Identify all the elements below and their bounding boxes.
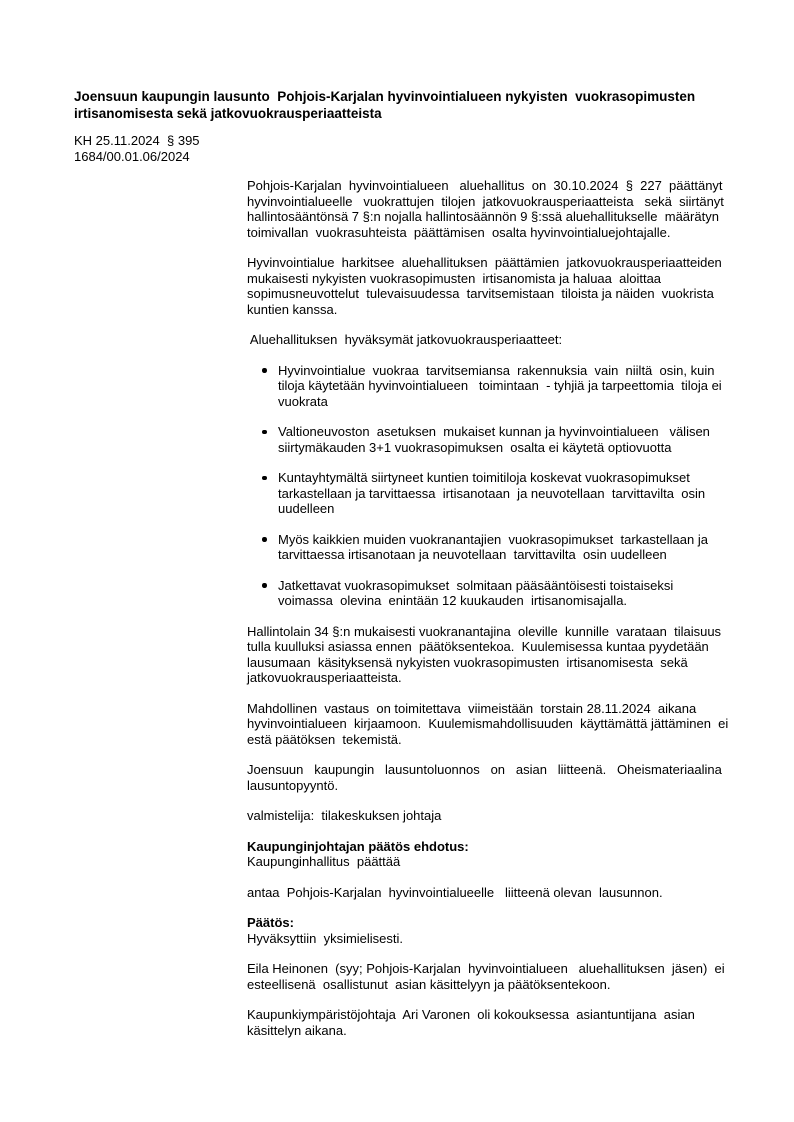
text-line: estä päätöksen tekemistä. [247, 731, 402, 747]
paragraph [247, 701, 747, 748]
section-heading [247, 839, 747, 855]
text-line: Kaupunginhallitus päättää [247, 854, 401, 869]
paragraph [247, 762, 747, 793]
text-line: Jatkettavat vuokrasopimukset solmitaan pääsääntöisesti toistaiseksi [278, 577, 674, 593]
text-line: siirtymäkauden 3+1 vuokrasopimuksen osalta ei käytetä optiovuotta [278, 439, 672, 455]
paragraph [247, 808, 747, 824]
text-line: esteellisenä osallistunut asian käsittelyyn ja päätöksentekoon. [247, 976, 611, 992]
text-line: tarvittaessa irtisanotaan ja neuvotellaan tarvittavilta osin uudelleen [278, 547, 667, 562]
bullet-icon [262, 583, 267, 588]
text-line: lausuntopyyntö. [247, 777, 339, 793]
text-line: jatkovuokrausperiaatteista. [247, 670, 402, 685]
document-title [74, 88, 734, 122]
document-header [74, 88, 734, 164]
text-line: Joensuun kaupungin lausuntoluonnos on asian liitteenä. Oheismateriaalina [247, 762, 722, 777]
paragraph [247, 624, 747, 686]
text-line: Hyvinvointialue harkitsee aluehallituksen päättämien jatkovuokrausperiaatteiden [247, 255, 722, 270]
paragraph [247, 1007, 747, 1038]
reference-meeting-number: KH 25.11.2024 § 395 [74, 133, 200, 148]
section-heading [247, 915, 747, 931]
bullet-item [247, 424, 747, 455]
text-line: Eila Heinonen (syy; Pohjois-Karjalan hyvinvointialueen aluehallituksen jäsen) ei [247, 961, 725, 976]
text-line: Kaupunkiympäristöjohtaja Ari Varonen oli kokouksessa asiantuntijana asian [247, 1007, 695, 1022]
bullet-icon [262, 368, 267, 373]
text-line: Kuntayhtymältä siirtyneet kuntien toimitiloja koskevat vuokrasopimukset [278, 470, 690, 485]
text-line: valmistelija: tilakeskuksen johtaja [247, 808, 442, 823]
bullet-icon [262, 430, 267, 435]
text-line: Valtioneuvoston asetuksen mukaiset kunnan ja hyvinvointialueen välisen [278, 424, 710, 439]
text-line: hyvinvointialueen kirjaamoon. Kuulemismahdollisuuden käyttämättä jättäminen ei [247, 716, 729, 731]
text-line: Mahdollinen vastaus on toimitettava viimeistään torstain 28.11.2024 aikana [247, 700, 697, 716]
text-line: käsittelyn aikana. [247, 1022, 347, 1038]
text-line: Hyvinvointialue vuokraa tarvitsemiansa rakennuksia vain niiltä osin, kuin [278, 362, 715, 378]
text-line: Myös kaikkien muiden vuokranantajien vuokrasopimukset tarkastellaan ja [278, 531, 708, 547]
bullet-item [247, 532, 747, 563]
paragraph [247, 255, 747, 317]
text-line: vuokrata [278, 393, 328, 409]
text-line: uudelleen [278, 501, 335, 516]
bullet-icon [262, 537, 267, 542]
text-line: tarkastellaan ja tarvittaessa irtisanotaan ja neuvotellaan tarvittavilta osin [278, 485, 706, 501]
paragraph [247, 885, 747, 901]
text-line: toimivallan vuokrasuhteista päättämisen osalta hyvinvointialuejohtajalle. [247, 224, 671, 240]
bullet-item [247, 363, 747, 410]
text-line: mukaisesti nykyisten vuokrasopimusten irtisanomista ja haluaa aloittaa [247, 270, 662, 286]
text-line: hallintosääntönsä 7 §:n nojalla hallintosäännön 9 §:ssä aluehallitukselle määrätyn [247, 209, 719, 224]
text-line: Päätös: [247, 915, 294, 930]
text-line: kuntien kanssa. [247, 301, 338, 317]
text-line: Hallintolain 34 §:n mukaisesti vuokranantajina oleville kunnille varataan tilaisuus [247, 623, 722, 639]
title-line-2: irtisanomisesta sekä jatkovuokrausperiaatteista [74, 106, 382, 121]
paragraph [247, 931, 747, 947]
title-line-1: Joensuun kaupungin lausunto Pohjois-Karjalan hyvinvointialueen nykyisten vuokrasopimusten [74, 89, 696, 104]
text-line: lausumaan käsityksensä nykyisten vuokrasopimusten irtisanomisesta sekä [247, 654, 688, 670]
text-line: Aluehallituksen hyväksymät jatkovuokrausperiaatteet: [247, 332, 563, 347]
text-line: tulla kuulluksi asiassa ennen päätöksentekoa. Kuulemisessa kuntaa pyydetään [247, 639, 709, 654]
text-line: Pohjois-Karjalan hyvinvointialueen aluehallitus on 30.10.2024 § 227 päättänyt [247, 178, 723, 193]
paragraph [247, 332, 747, 348]
bullet-item [247, 578, 747, 609]
text-line: voimassa olevina enintään 12 kuukauden irtisanomisajalla. [278, 593, 628, 608]
document-reference [74, 133, 734, 164]
bullet-item [247, 470, 747, 517]
bullet-list [247, 363, 747, 609]
paragraph [247, 961, 747, 992]
paragraph [247, 854, 747, 870]
text-line: Hyväksyttiin yksimielisesti. [247, 930, 404, 946]
bullet-icon [262, 476, 267, 481]
document-body [247, 178, 747, 1038]
text-line: Kaupunginjohtajan päätös ehdotus: [247, 838, 469, 854]
text-line: antaa Pohjois-Karjalan hyvinvointialueelle liitteenä olevan lausunnon. [247, 884, 663, 900]
text-line: tiloja käytetään hyvinvointialueen toimintaan - tyhjiä ja tarpeettomia tiloja ei [278, 378, 722, 393]
paragraph [247, 178, 747, 240]
text-line: hyvinvointialueelle vuokrattujen tilojen jatkovuokrausperiaatteista sekä siirtänyt [247, 193, 724, 209]
text-line: sopimusneuvottelut tulevaisuudessa tarvitsemistaan tiloista ja näiden vuokrista [247, 286, 714, 301]
reference-diary-number: 1684/00.01.06/2024 [74, 148, 190, 164]
